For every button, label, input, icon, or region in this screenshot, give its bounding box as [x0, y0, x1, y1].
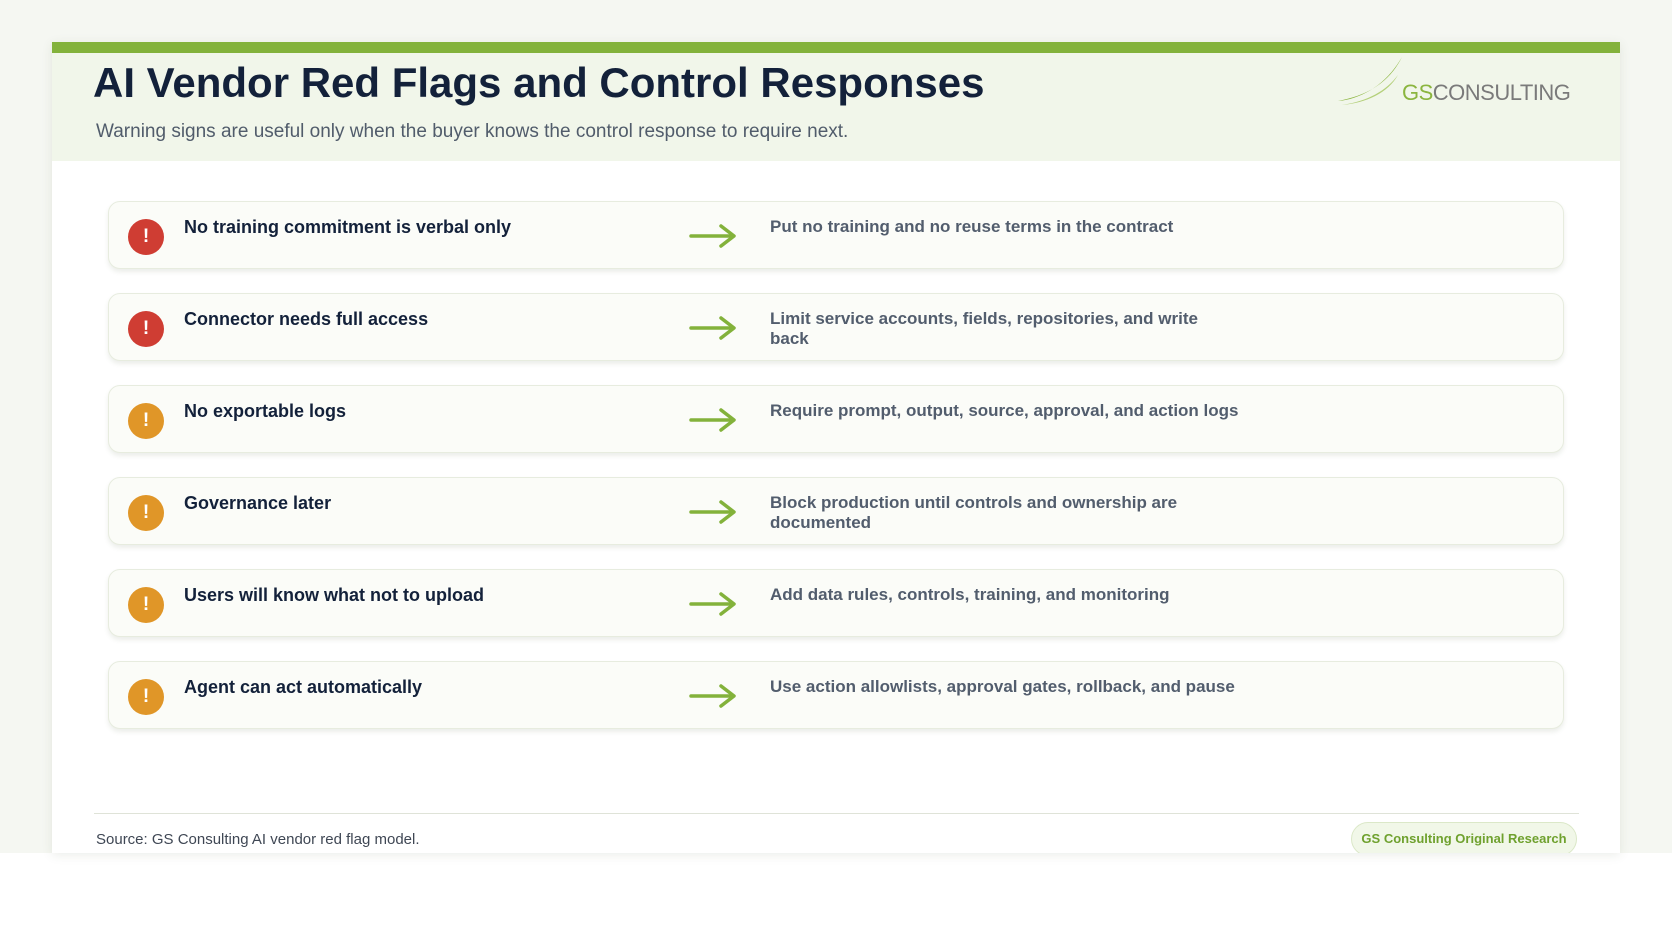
page-subtitle: Warning signs are useful only when the buyer knows the control response to require next. — [96, 121, 849, 142]
arrow-right-icon — [689, 223, 737, 249]
gs-consulting-logo — [1336, 53, 1576, 113]
red-flag-row — [108, 569, 1564, 637]
page-title: AI Vendor Red Flags and Control Responses — [93, 59, 985, 106]
source-note: Source: GS Consulting AI vendor red flag model. — [96, 831, 420, 848]
red-flag-list — [108, 201, 1564, 753]
red-flag-label: No exportable logs — [184, 401, 347, 421]
control-response-label: Require prompt, output, source, approval, and action logs — [770, 401, 1239, 420]
arrow-right-icon — [689, 591, 737, 617]
red-flag-row — [108, 201, 1564, 269]
arrow-right-icon — [689, 683, 737, 709]
slide-header — [52, 53, 1620, 161]
red-flag-row — [108, 477, 1564, 545]
original-research-badge: GS Consulting Original Research — [1351, 822, 1577, 853]
arrow-right-icon — [689, 407, 737, 433]
red-flag-label: Governance later — [184, 493, 332, 513]
exclamation-icon: ! — [128, 219, 164, 255]
arrow-right-icon — [689, 315, 737, 341]
control-response-label: Put no training and no reuse terms in the contract — [770, 217, 1174, 236]
red-flag-label: Connector needs full access — [184, 309, 429, 329]
exclamation-icon: ! — [128, 679, 164, 715]
red-flag-row — [108, 661, 1564, 729]
red-flag-label: Users will know what not to upload — [184, 585, 485, 605]
red-flag-label: Agent can act automatically — [184, 677, 423, 697]
footer-divider — [94, 813, 1579, 814]
exclamation-icon: ! — [128, 311, 164, 347]
red-flag-row — [108, 385, 1564, 453]
red-flag-row — [108, 293, 1564, 361]
arrow-right-icon — [689, 499, 737, 525]
red-flag-label: No training commitment is verbal only — [184, 217, 512, 237]
slide-card — [52, 42, 1620, 853]
exclamation-icon: ! — [128, 495, 164, 531]
control-response-label: Limit service accounts, fields, repositories, and write back — [770, 309, 1198, 348]
control-response-label: Add data rules, controls, training, and monitoring — [770, 585, 1170, 604]
control-response-label: Block production until controls and ownership are documented — [770, 493, 1178, 532]
control-response-label: Use action allowlists, approval gates, rollback, and pause — [770, 677, 1235, 696]
logo-wordmark: GSCONSULTING — [1402, 80, 1571, 105]
exclamation-icon: ! — [128, 587, 164, 623]
exclamation-icon: ! — [128, 403, 164, 439]
accent-bar — [52, 42, 1620, 53]
